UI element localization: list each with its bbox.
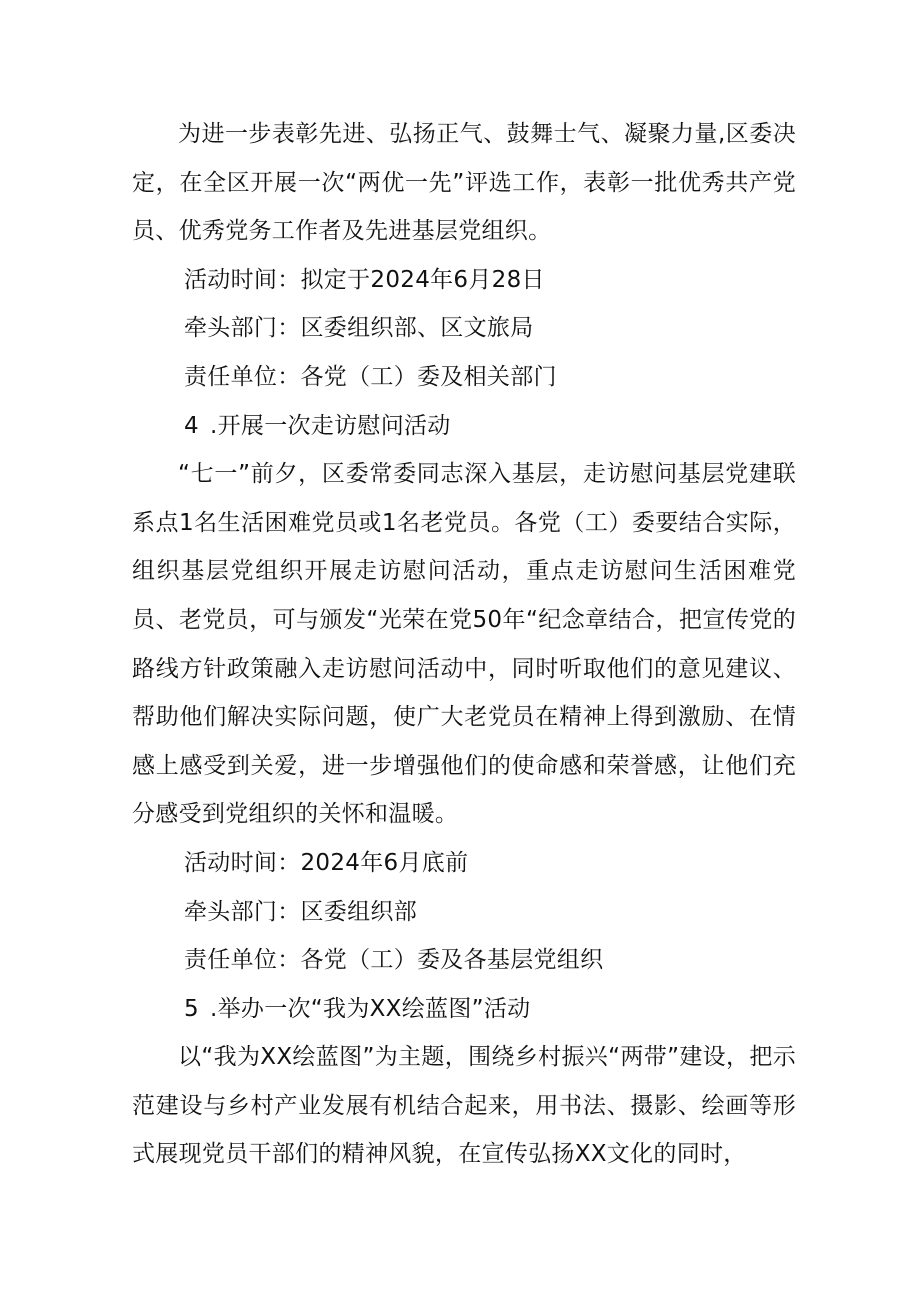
responsible-unit-line: 责任单位：各党（工）委及相关部门 (184, 363, 557, 390)
section-5-body: 以“我为XX绘蓝图”为主题，围绕乡村振兴“两带”建设，把示范建设与乡村产业发展有机结合起来，用书法、摄影、绘画等形式展现党员干部们的精神风貌，在宣传弘扬XX文化的同时， (132, 1044, 796, 1168)
section-4-title: .开展一次走访慰问活动 (210, 412, 451, 439)
paragraph-two-excellent-one-advanced: 为进一步表彰先进、弘扬正气、鼓舞士气、凝聚力量,区委决定，在全区开展一次“两优一先”评选工作，表彰一批优秀共产党员、优秀党务工作者及先进基层党组织。 (132, 121, 796, 245)
section-4-heading (132, 402, 796, 451)
section-4-lead-department: 牵头部门：区委组织部 (184, 898, 417, 925)
document-content (132, 110, 796, 1179)
section-4-activity-time: 活动时间：2024年6月底前 (184, 849, 469, 876)
section-4-number: 4 (184, 412, 199, 439)
activity-time-line: 活动时间：拟定于2024年6月28日 (184, 266, 545, 293)
section-5-heading (132, 985, 796, 1034)
lead-department-line: 牵头部门：区委组织部、区文旅局 (184, 315, 534, 342)
section-5-title: .举办一次“我为XX绘蓝图”活动 (210, 995, 531, 1022)
section-4-responsible-unit: 责任单位：各党（工）委及各基层党组织 (184, 947, 604, 974)
section-5-number: 5 (184, 995, 199, 1022)
section-4-body: “七一”前夕，区委常委同志深入基层，走访慰问基层党建联系点1名生活困难党员或1名老党员。各党（工）委要结合实际，组织基层党组织开展走访慰问活动，重点走访慰问生活困难党员、老党员，可与颁发“光荣在党50年“纪念章结合，把宣传党的路线方针政策融入走访慰问活动中，同时听取他们的意见建议、帮助他们解决实际问题，使广大老党员在精神上得到激励、在情感上感受到关爱，进一步增强他们的使命感和荣誉感，让他们充分感受到党组织的关怀和温暖。 (132, 461, 796, 828)
